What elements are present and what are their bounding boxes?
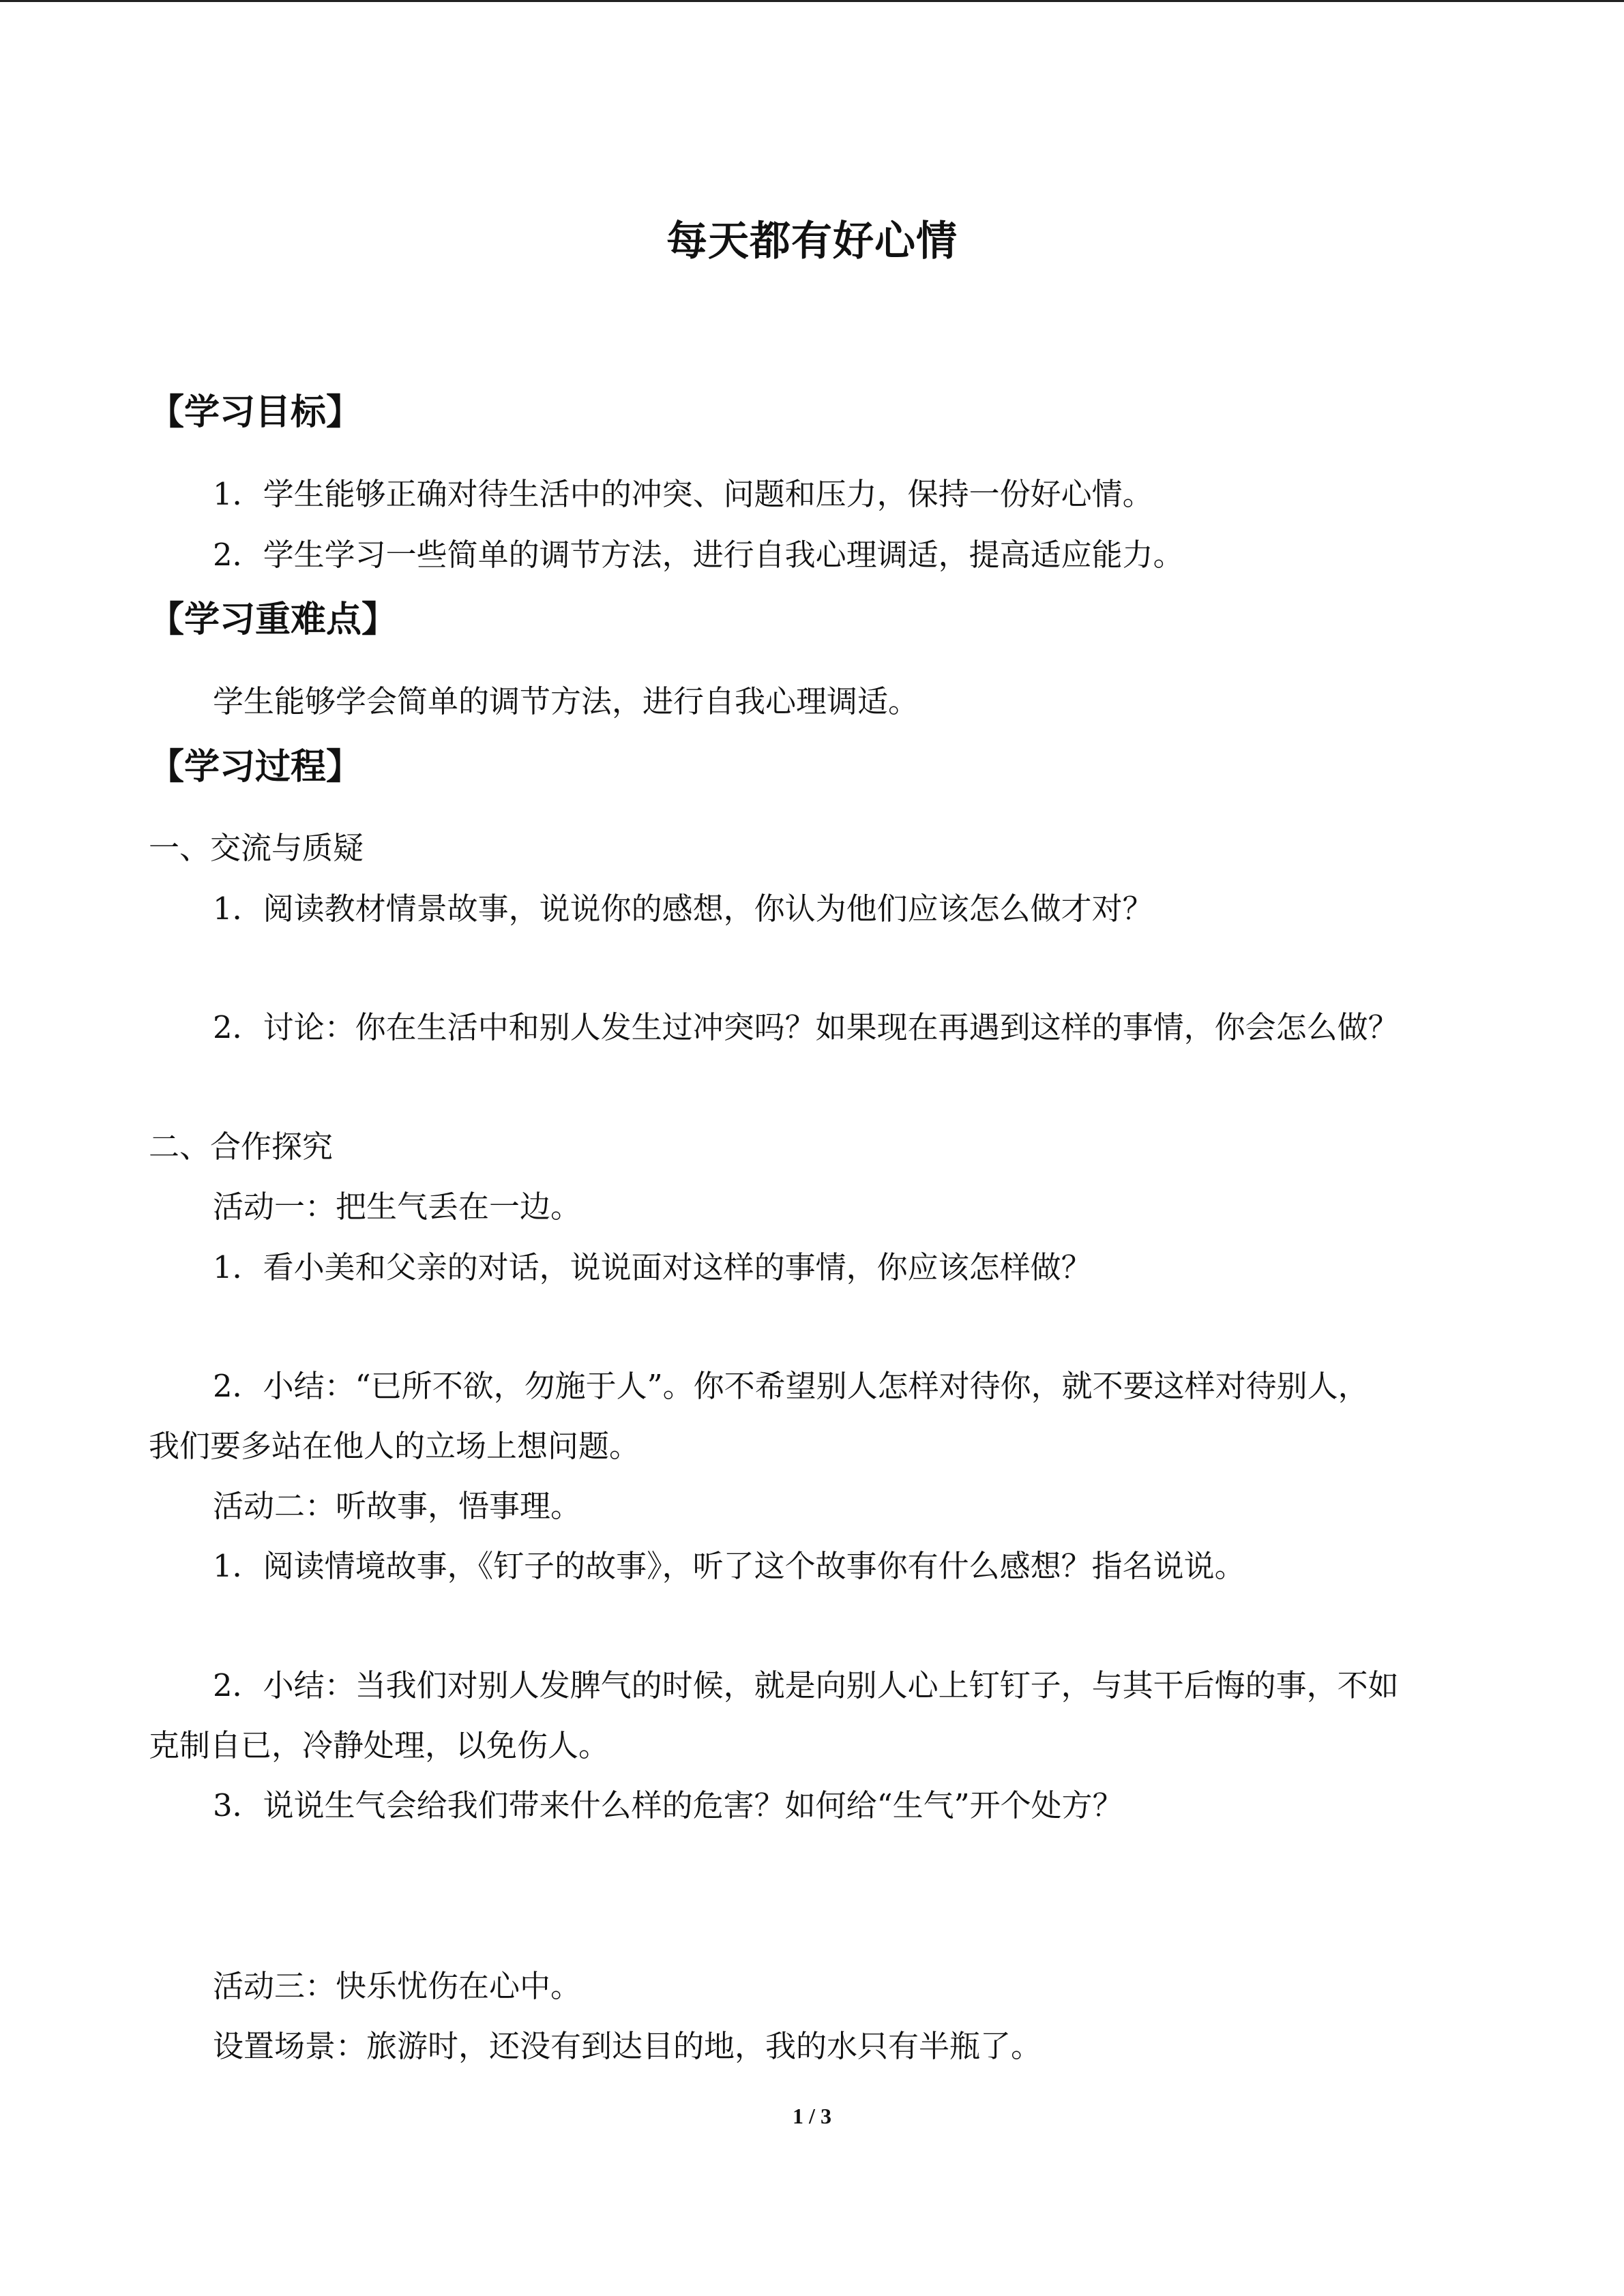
objective-item-1: 1．学生能够正确对待生活中的冲突、问题和压力，保持一份好心情。 bbox=[213, 476, 1153, 512]
activity2-item-2-line-2: 克制自已，冷静处理，以免伤人。 bbox=[149, 1727, 610, 1763]
activity2-item-3: 3．说说生气会给我们带来什么样的危害？如何给“生气”开个处方？ bbox=[213, 1787, 1123, 1823]
part2-title: 二、合作探究 bbox=[149, 1129, 334, 1165]
key-points-text: 学生能够学会简单的调节方法，进行自我心理调适。 bbox=[213, 683, 919, 719]
part1-title: 一、交流与质疑 bbox=[149, 830, 364, 866]
objectives-heading: 【学习目标】 bbox=[149, 391, 362, 433]
page-title: 每天都有好心情 bbox=[666, 218, 958, 265]
activity1-item-2-line-2: 我们要多站在他人的立场上想问题。 bbox=[149, 1428, 640, 1464]
activity3-scene: 设置场景：旅游时，还没有到达目的地，我的水只有半瓶了。 bbox=[213, 2028, 1042, 2064]
activity1-item-1: 1．看小美和父亲的对话，说说面对这样的事情，你应该怎样做？ bbox=[213, 1249, 1092, 1285]
process-heading: 【学习过程】 bbox=[149, 746, 362, 788]
page-number: 1 / 3 bbox=[793, 2104, 831, 2128]
activity2-title: 活动二：听故事，悟事理。 bbox=[213, 1488, 582, 1524]
activity1-title: 活动一：把生气丢在一边。 bbox=[213, 1189, 582, 1225]
objective-item-2: 2．学生学习一些简单的调节方法，进行自我心理调适，提高适应能力。 bbox=[213, 537, 1184, 573]
activity3-title: 活动三：快乐忧伤在心中。 bbox=[213, 1968, 582, 2004]
activity2-item-1: 1．阅读情境故事，《钉子的故事》，听了这个故事你有什么感想？指名说说。 bbox=[213, 1548, 1245, 1584]
activity2-item-2-line-1: 2．小结：当我们对别人发脾气的时候，就是向别人心上钉钉子，与其干后悔的事，不如 bbox=[213, 1667, 1399, 1703]
part1-item-2: 2．讨论：你在生活中和别人发生过冲突吗？如果现在再遇到这样的事情，你会怎么做？ bbox=[213, 1009, 1399, 1045]
key-points-heading: 【学习重难点】 bbox=[149, 599, 398, 640]
activity1-item-2-line-1: 2．小结：“已所不欲，勿施于人”。你不希望别人怎样对待你，就不要这样对待别人， bbox=[213, 1368, 1369, 1404]
part1-item-1: 1．阅读教材情景故事，说说你的感想，你认为他们应该怎么做才对？ bbox=[213, 891, 1153, 927]
top-border-line bbox=[0, 0, 1624, 2]
